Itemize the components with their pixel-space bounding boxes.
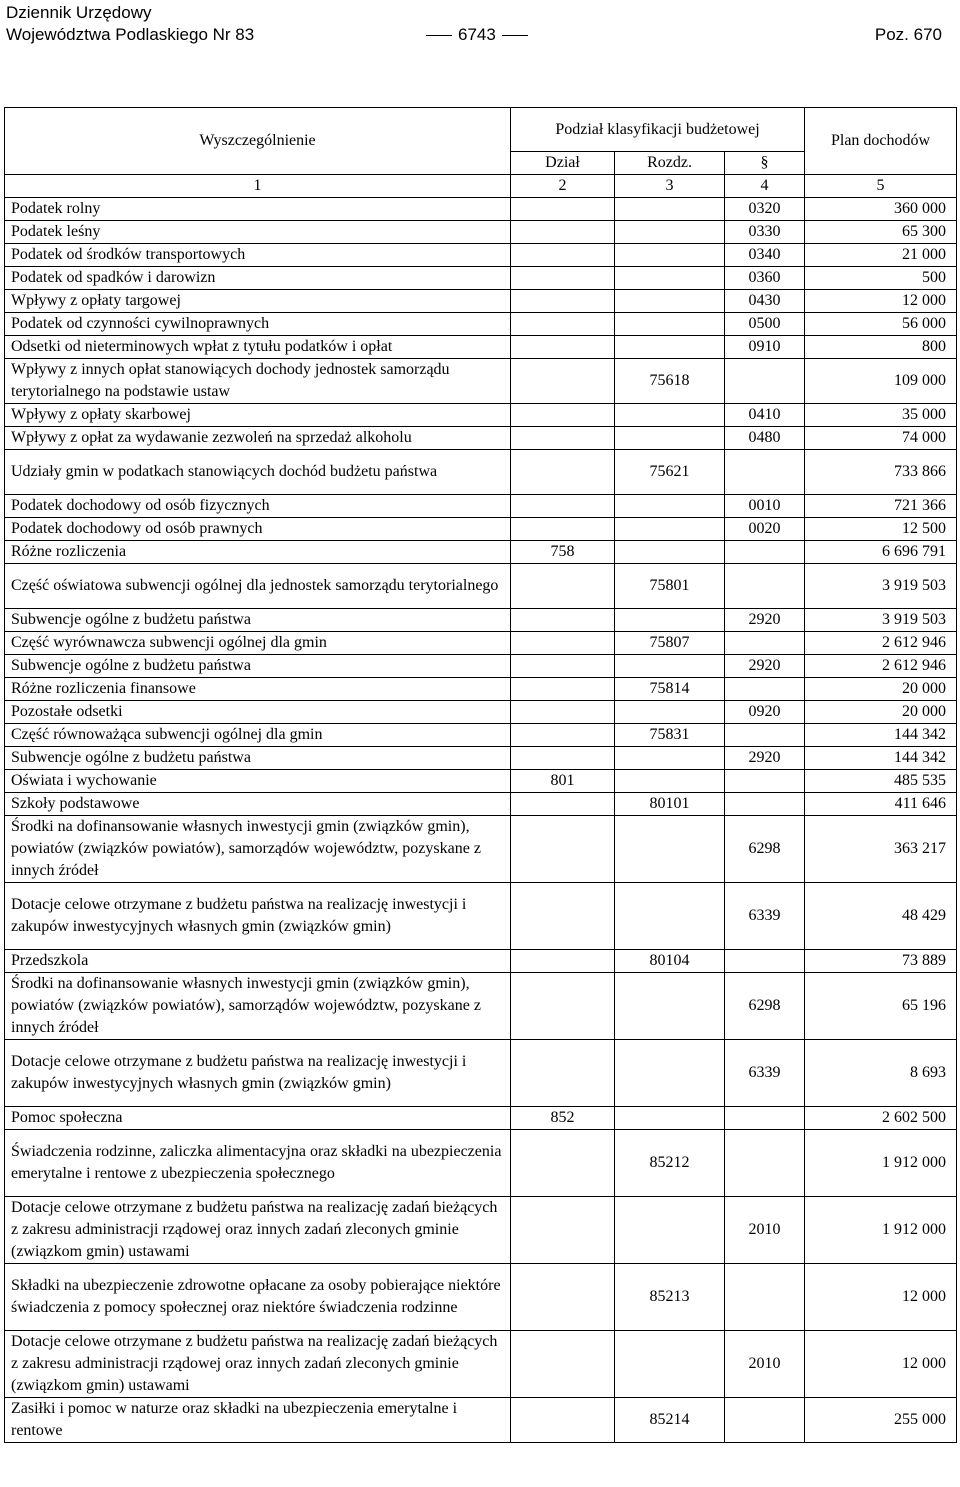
cell-dzial xyxy=(511,1197,615,1264)
cell-rozdzial xyxy=(615,1197,725,1264)
table-row xyxy=(5,747,957,770)
cell-rozdzial xyxy=(615,1107,725,1130)
cell-rozdzial xyxy=(615,404,725,427)
cell-paragraph xyxy=(725,678,805,701)
col-header-paragraph: § xyxy=(725,152,805,175)
table-row xyxy=(5,450,957,495)
cell-dzial: 758 xyxy=(511,541,615,564)
cell-dzial xyxy=(511,973,615,1040)
table-row xyxy=(5,290,957,313)
cell-dzial: 852 xyxy=(511,1107,615,1130)
cell-dzial xyxy=(511,221,615,244)
cell-plan: 721 366 xyxy=(805,495,957,518)
col-number-4: 4 xyxy=(725,175,805,198)
cell-description: Dotacje celowe otrzymane z budżetu państwa na realizację inwestycji i zakupów inwestycyjnych własnych gmin (związków gmin) xyxy=(5,883,511,950)
cell-description: Subwencje ogólne z budżetu państwa xyxy=(5,747,511,770)
table-row xyxy=(5,359,957,404)
cell-paragraph: 2920 xyxy=(725,655,805,678)
cell-dzial xyxy=(511,747,615,770)
cell-rozdzial xyxy=(615,541,725,564)
cell-rozdzial: 75814 xyxy=(615,678,725,701)
cell-rozdzial xyxy=(615,1040,725,1107)
cell-plan: 2 612 946 xyxy=(805,655,957,678)
cell-rozdzial xyxy=(615,427,725,450)
col-number-1: 1 xyxy=(5,175,511,198)
cell-dzial xyxy=(511,655,615,678)
table-row xyxy=(5,1040,957,1107)
cell-description: Podatek dochodowy od osób prawnych xyxy=(5,518,511,541)
cell-paragraph xyxy=(725,1130,805,1197)
cell-paragraph: 6339 xyxy=(725,1040,805,1107)
table-row xyxy=(5,793,957,816)
cell-dzial xyxy=(511,450,615,495)
cell-dzial xyxy=(511,1398,615,1443)
table-row xyxy=(5,518,957,541)
cell-dzial xyxy=(511,290,615,313)
col-header-description: Wyszczególnienie xyxy=(5,108,511,175)
cell-paragraph xyxy=(725,770,805,793)
table-row xyxy=(5,427,957,450)
cell-plan: 3 919 503 xyxy=(805,564,957,609)
cell-paragraph xyxy=(725,724,805,747)
cell-plan: 144 342 xyxy=(805,724,957,747)
table-row xyxy=(5,609,957,632)
cell-paragraph xyxy=(725,1107,805,1130)
cell-plan: 20 000 xyxy=(805,701,957,724)
journal-subtitle: Województwa Podlaskiego Nr 83 xyxy=(6,25,255,44)
cell-rozdzial: 75801 xyxy=(615,564,725,609)
table-row xyxy=(5,404,957,427)
cell-description: Pozostałe odsetki xyxy=(5,701,511,724)
page-number xyxy=(420,24,534,45)
cell-plan: 500 xyxy=(805,267,957,290)
cell-dzial xyxy=(511,609,615,632)
dash-left xyxy=(426,35,452,36)
table-body xyxy=(5,198,957,1443)
cell-paragraph xyxy=(725,1398,805,1443)
cell-description: Podatek rolny xyxy=(5,198,511,221)
cell-description: Wpływy z innych opłat stanowiących dochody jednostek samorządu terytorialnego na podstawie ustaw xyxy=(5,359,511,404)
col-number-2: 2 xyxy=(511,175,615,198)
cell-description: Dotacje celowe otrzymane z budżetu państwa na realizację inwestycji i zakupów inwestycyjnych własnych gmin (związków gmin) xyxy=(5,1040,511,1107)
col-header-classification: Podział klasyfikacji budżetowej xyxy=(511,108,805,152)
cell-rozdzial xyxy=(615,816,725,883)
table-row xyxy=(5,495,957,518)
cell-rozdzial xyxy=(615,770,725,793)
cell-plan: 12 500 xyxy=(805,518,957,541)
table-row xyxy=(5,678,957,701)
cell-paragraph: 0480 xyxy=(725,427,805,450)
cell-description: Podatek od środków transportowych xyxy=(5,244,511,267)
cell-rozdzial xyxy=(615,290,725,313)
table-row xyxy=(5,950,957,973)
cell-paragraph: 2920 xyxy=(725,609,805,632)
cell-plan: 733 866 xyxy=(805,450,957,495)
cell-rozdzial xyxy=(615,701,725,724)
cell-plan: 74 000 xyxy=(805,427,957,450)
cell-rozdzial xyxy=(615,495,725,518)
journal-title: Dziennik Urzędowy xyxy=(6,3,152,22)
cell-paragraph: 6298 xyxy=(725,973,805,1040)
cell-dzial xyxy=(511,244,615,267)
cell-dzial xyxy=(511,404,615,427)
cell-rozdzial xyxy=(615,313,725,336)
cell-plan: 35 000 xyxy=(805,404,957,427)
cell-description: Podatek leśny xyxy=(5,221,511,244)
table-row xyxy=(5,221,957,244)
cell-description: Wpływy z opłat za wydawanie zezwoleń na sprzedaż alkoholu xyxy=(5,427,511,450)
cell-plan: 485 535 xyxy=(805,770,957,793)
cell-dzial xyxy=(511,1040,615,1107)
cell-dzial xyxy=(511,336,615,359)
cell-description: Wpływy z opłaty targowej xyxy=(5,290,511,313)
cell-description: Subwencje ogólne z budżetu państwa xyxy=(5,655,511,678)
cell-plan: 65 196 xyxy=(805,973,957,1040)
cell-dzial xyxy=(511,793,615,816)
cell-paragraph: 2010 xyxy=(725,1197,805,1264)
cell-dzial xyxy=(511,1130,615,1197)
cell-rozdzial: 80104 xyxy=(615,950,725,973)
cell-description: Pomoc społeczna xyxy=(5,1107,511,1130)
cell-paragraph: 0410 xyxy=(725,404,805,427)
cell-description: Dotacje celowe otrzymane z budżetu państwa na realizację zadań bieżących z zakresu administracji rządowej oraz innych zadań zleconych gminie (związkom gmin) ustawami xyxy=(5,1197,511,1264)
cell-rozdzial xyxy=(615,518,725,541)
cell-description: Różne rozliczenia xyxy=(5,541,511,564)
cell-paragraph xyxy=(725,632,805,655)
cell-dzial xyxy=(511,816,615,883)
cell-rozdzial xyxy=(615,221,725,244)
cell-dzial xyxy=(511,427,615,450)
cell-rozdzial: 85213 xyxy=(615,1264,725,1331)
cell-paragraph: 2920 xyxy=(725,747,805,770)
cell-plan: 144 342 xyxy=(805,747,957,770)
cell-paragraph: 0340 xyxy=(725,244,805,267)
cell-plan: 73 889 xyxy=(805,950,957,973)
cell-description: Zasiłki i pomoc w naturze oraz składki na ubezpieczenia emerytalne i rentowe xyxy=(5,1398,511,1443)
cell-rozdzial xyxy=(615,267,725,290)
cell-paragraph: 0910 xyxy=(725,336,805,359)
cell-description: Odsetki od nieterminowych wpłat z tytułu podatków i opłat xyxy=(5,336,511,359)
cell-rozdzial xyxy=(615,609,725,632)
cell-paragraph: 6298 xyxy=(725,816,805,883)
cell-rozdzial xyxy=(615,655,725,678)
cell-rozdzial xyxy=(615,973,725,1040)
position-number: Poz. 670 xyxy=(874,25,942,44)
cell-plan: 65 300 xyxy=(805,221,957,244)
dash-right xyxy=(502,35,528,36)
cell-dzial: 801 xyxy=(511,770,615,793)
cell-plan: 1 912 000 xyxy=(805,1197,957,1264)
table-row xyxy=(5,1398,957,1443)
cell-rozdzial: 75807 xyxy=(615,632,725,655)
cell-rozdzial xyxy=(615,747,725,770)
cell-description: Udziały gmin w podatkach stanowiących dochód budżetu państwa xyxy=(5,450,511,495)
cell-rozdzial xyxy=(615,198,725,221)
table-row xyxy=(5,724,957,747)
cell-dzial xyxy=(511,724,615,747)
cell-plan: 109 000 xyxy=(805,359,957,404)
cell-dzial xyxy=(511,1331,615,1398)
table-row xyxy=(5,244,957,267)
cell-rozdzial: 75831 xyxy=(615,724,725,747)
cell-paragraph xyxy=(725,564,805,609)
cell-dzial xyxy=(511,267,615,290)
table-row xyxy=(5,1264,957,1331)
cell-plan: 363 217 xyxy=(805,816,957,883)
table-row xyxy=(5,1197,957,1264)
cell-plan: 1 912 000 xyxy=(805,1130,957,1197)
cell-dzial xyxy=(511,359,615,404)
cell-description: Składki na ubezpieczenie zdrowotne opłacane za osoby pobierające niektóre świadczenia z pomocy społecznej oraz niektóre świadczenia rodzinne xyxy=(5,1264,511,1331)
cell-paragraph: 0010 xyxy=(725,495,805,518)
cell-description: Dotacje celowe otrzymane z budżetu państwa na realizację zadań bieżących z zakresu administracji rządowej oraz innych zadań zleconych gminie (związkom gmin) ustawami xyxy=(5,1331,511,1398)
cell-rozdzial xyxy=(615,883,725,950)
cell-paragraph: 0360 xyxy=(725,267,805,290)
cell-paragraph: 0320 xyxy=(725,198,805,221)
table-row xyxy=(5,1130,957,1197)
cell-plan: 411 646 xyxy=(805,793,957,816)
cell-rozdzial: 75621 xyxy=(615,450,725,495)
cell-rozdzial: 85214 xyxy=(615,1398,725,1443)
cell-description: Podatek dochodowy od osób fizycznych xyxy=(5,495,511,518)
cell-description: Szkoły podstawowe xyxy=(5,793,511,816)
table-row xyxy=(5,973,957,1040)
cell-dzial xyxy=(511,564,615,609)
cell-description: Środki na dofinansowanie własnych inwestycji gmin (związków gmin), powiatów (związków powiatów), samorządów województw, pozyskane z innych źródeł xyxy=(5,973,511,1040)
cell-dzial xyxy=(511,1264,615,1331)
table-row xyxy=(5,816,957,883)
cell-paragraph xyxy=(725,950,805,973)
cell-paragraph xyxy=(725,1264,805,1331)
cell-plan: 2 602 500 xyxy=(805,1107,957,1130)
page-number-text: 6743 xyxy=(458,25,496,44)
cell-description: Wpływy z opłaty skarbowej xyxy=(5,404,511,427)
cell-dzial xyxy=(511,678,615,701)
col-header-rozdz: Rozdz. xyxy=(615,152,725,175)
table-row xyxy=(5,336,957,359)
cell-dzial xyxy=(511,495,615,518)
cell-description: Część równoważąca subwencji ogólnej dla gmin xyxy=(5,724,511,747)
col-header-plan: Plan dochodów xyxy=(805,108,957,175)
cell-plan: 12 000 xyxy=(805,1264,957,1331)
cell-paragraph: 0020 xyxy=(725,518,805,541)
col-header-dzial: Dział xyxy=(511,152,615,175)
cell-dzial xyxy=(511,883,615,950)
table-row xyxy=(5,701,957,724)
cell-description: Świadczenia rodzinne, zaliczka alimentacyjna oraz składki na ubezpieczenia emerytalne i rentowe z ubezpieczenia społecznego xyxy=(5,1130,511,1197)
table-row xyxy=(5,632,957,655)
cell-plan: 255 000 xyxy=(805,1398,957,1443)
cell-paragraph: 0430 xyxy=(725,290,805,313)
page-header xyxy=(0,0,960,60)
cell-paragraph xyxy=(725,793,805,816)
table-row xyxy=(5,198,957,221)
table-row xyxy=(5,655,957,678)
table-row xyxy=(5,313,957,336)
cell-description: Podatek od spadków i darowizn xyxy=(5,267,511,290)
cell-plan: 48 429 xyxy=(805,883,957,950)
cell-plan: 800 xyxy=(805,336,957,359)
cell-plan: 2 612 946 xyxy=(805,632,957,655)
cell-dzial xyxy=(511,518,615,541)
table-row xyxy=(5,770,957,793)
table-row xyxy=(5,267,957,290)
cell-plan: 56 000 xyxy=(805,313,957,336)
cell-rozdzial xyxy=(615,336,725,359)
col-number-5: 5 xyxy=(805,175,957,198)
table-row xyxy=(5,564,957,609)
cell-dzial xyxy=(511,950,615,973)
cell-plan: 6 696 791 xyxy=(805,541,957,564)
cell-plan: 21 000 xyxy=(805,244,957,267)
table-row xyxy=(5,1107,957,1130)
table-row xyxy=(5,883,957,950)
cell-rozdzial xyxy=(615,244,725,267)
table-row xyxy=(5,541,957,564)
cell-description: Część wyrównawcza subwencji ogólnej dla gmin xyxy=(5,632,511,655)
cell-paragraph: 0500 xyxy=(725,313,805,336)
cell-rozdzial: 75618 xyxy=(615,359,725,404)
table-row xyxy=(5,1331,957,1398)
cell-description: Część oświatowa subwencji ogólnej dla jednostek samorządu terytorialnego xyxy=(5,564,511,609)
cell-paragraph: 0330 xyxy=(725,221,805,244)
cell-description: Przedszkola xyxy=(5,950,511,973)
cell-paragraph: 0920 xyxy=(725,701,805,724)
cell-plan: 20 000 xyxy=(805,678,957,701)
cell-paragraph: 6339 xyxy=(725,883,805,950)
cell-description: Oświata i wychowanie xyxy=(5,770,511,793)
col-number-3: 3 xyxy=(615,175,725,198)
cell-description: Podatek od czynności cywilnoprawnych xyxy=(5,313,511,336)
cell-paragraph xyxy=(725,541,805,564)
cell-description: Środki na dofinansowanie własnych inwestycji gmin (związków gmin), powiatów (związków powiatów), samorządów województw, pozyskane z innych źródeł xyxy=(5,816,511,883)
cell-description: Subwencje ogólne z budżetu państwa xyxy=(5,609,511,632)
cell-plan: 12 000 xyxy=(805,290,957,313)
budget-table xyxy=(4,107,957,1443)
cell-paragraph xyxy=(725,359,805,404)
cell-paragraph xyxy=(725,450,805,495)
cell-rozdzial xyxy=(615,1331,725,1398)
cell-description: Różne rozliczenia finansowe xyxy=(5,678,511,701)
cell-dzial xyxy=(511,701,615,724)
cell-dzial xyxy=(511,198,615,221)
cell-dzial xyxy=(511,313,615,336)
cell-rozdzial: 80101 xyxy=(615,793,725,816)
cell-plan: 12 000 xyxy=(805,1331,957,1398)
cell-plan: 3 919 503 xyxy=(805,609,957,632)
cell-plan: 360 000 xyxy=(805,198,957,221)
cell-rozdzial: 85212 xyxy=(615,1130,725,1197)
cell-plan: 8 693 xyxy=(805,1040,957,1107)
cell-dzial xyxy=(511,632,615,655)
cell-paragraph: 2010 xyxy=(725,1331,805,1398)
